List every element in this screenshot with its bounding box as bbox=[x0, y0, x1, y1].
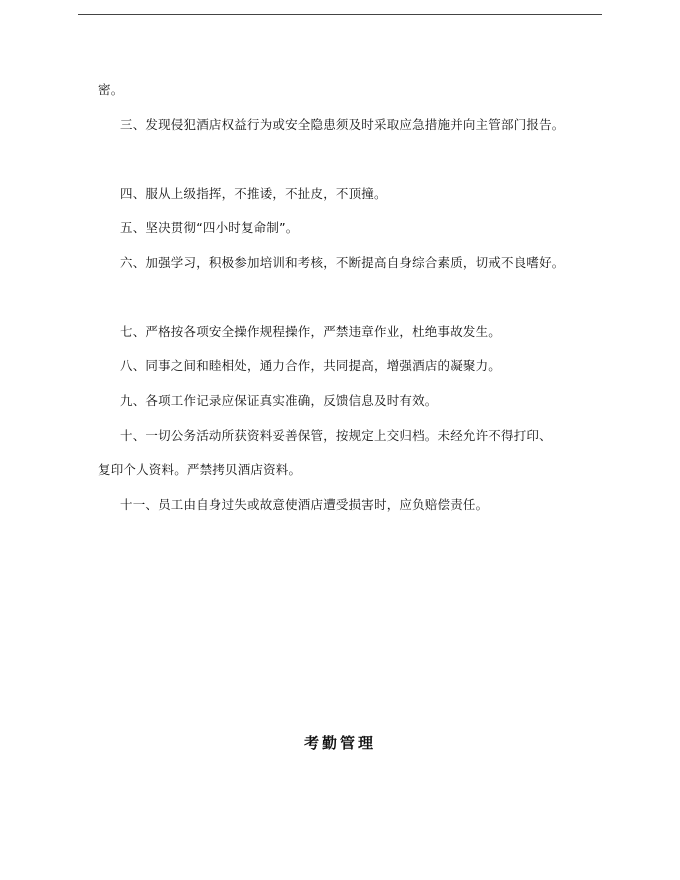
item-7: 七、严格按各项安全操作规程操作，严禁违章作业，杜绝事故发生。 bbox=[120, 324, 502, 339]
item-6: 六、加强学习，积极参加培训和考核，不断提高自身综合素质，切戒不良嗜好。 bbox=[120, 255, 565, 270]
section-title: 考勤管理 bbox=[303, 734, 376, 752]
line-continuation-mi: 密。 bbox=[98, 82, 124, 97]
item-5: 五、坚决贯彻“四小时复命制”。 bbox=[120, 220, 299, 235]
item-10: 十、一切公务活动所获资料妥善保管，按规定上交归档。未经允许不得打印、 bbox=[120, 428, 552, 443]
item-4: 四、服从上级指挥，不推诿，不扯皮，不顶撞。 bbox=[120, 186, 387, 201]
item-9: 九、各项工作记录应保证真实准确，反馈信息及时有效。 bbox=[120, 393, 438, 408]
header-rule bbox=[78, 14, 602, 15]
item-10-continuation: 复印个人资料。严禁拷贝酒店资料。 bbox=[98, 462, 302, 477]
item-3: 三、发现侵犯酒店权益行为或安全隐患须及时采取应急措施并向主管部门报告。 bbox=[120, 117, 565, 132]
item-8: 八、同事之间和睦相处，通力合作，共同提高，增强酒店的凝聚力。 bbox=[120, 358, 502, 373]
item-11: 十一、员工由自身过失或故意使酒店遭受损害时，应负赔偿责任。 bbox=[120, 497, 489, 512]
